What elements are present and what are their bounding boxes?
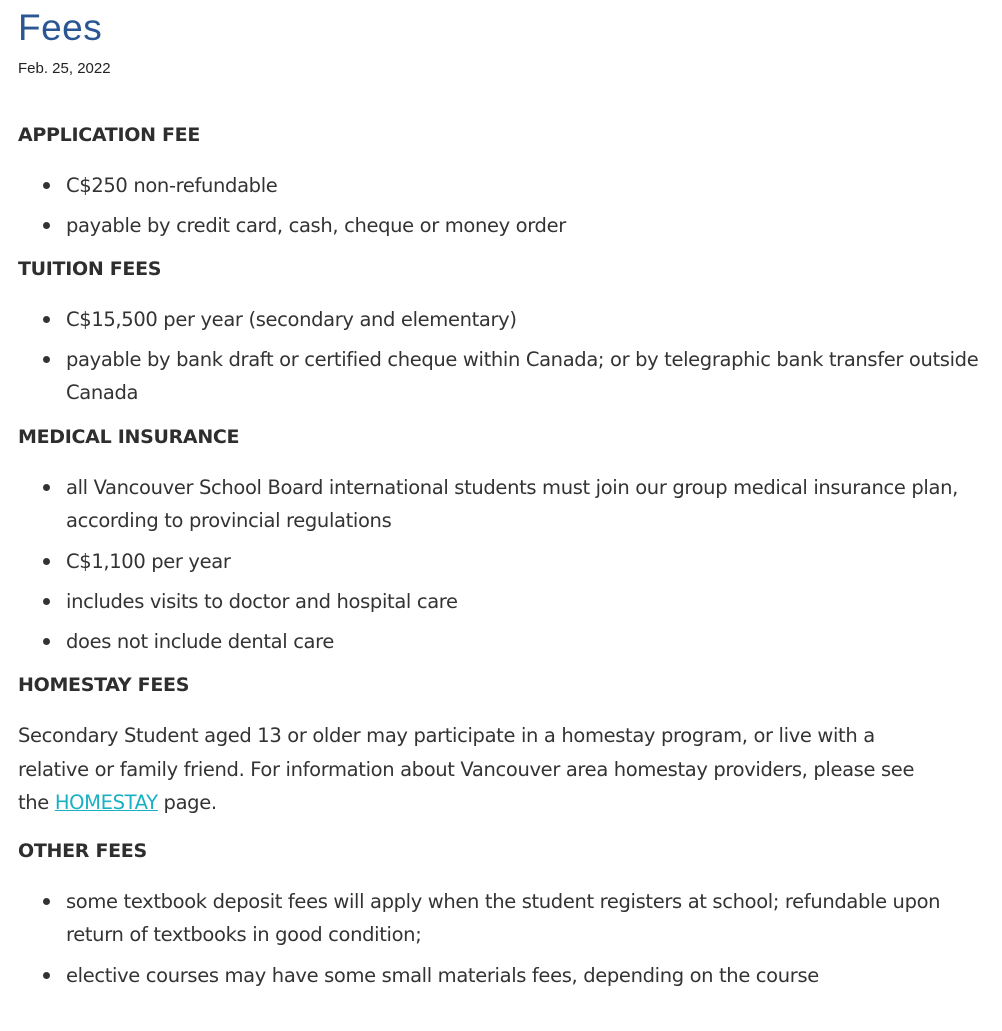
list-item: C$250 non-refundable — [66, 169, 984, 202]
other-fees-list — [18, 885, 984, 992]
homestay-text-before: Secondary Student aged 13 or older may participate in a homestay program, or live with a relative or family friend. For information about Vancouver area homestay providers, please see the — [18, 724, 915, 814]
tuition-fees-heading: TUITION FEES — [18, 258, 162, 280]
list-item: elective courses may have some small materials fees, depending on the course — [66, 959, 984, 992]
other-fees-heading: OTHER FEES — [18, 839, 147, 862]
homestay-paragraph — [18, 719, 938, 820]
medical-insurance-list — [18, 471, 984, 658]
list-item: includes visits to doctor and hospital care — [66, 585, 984, 618]
list-item: all Vancouver School Board international students must join our group medical insurance plan, according to provincial regulations — [66, 471, 984, 537]
list-item: payable by bank draft or certified cheque within Canada; or by telegraphic bank transfer outside Canada — [66, 343, 984, 409]
list-item: payable by credit card, cash, cheque or money order — [66, 209, 984, 242]
publish-date: Feb. 25, 2022 — [18, 60, 111, 77]
medical-insurance-heading: MEDICAL INSURANCE — [18, 426, 240, 448]
list-item: C$1,100 per year — [66, 545, 984, 578]
list-item: does not include dental care — [66, 625, 984, 658]
homestay-text-after: page. — [157, 791, 217, 814]
list-item: some textbook deposit fees will apply when the student registers at school; refundable upon return of textbooks in good condition; — [66, 885, 984, 951]
page-title: Fees — [18, 7, 103, 48]
application-fee-heading: APPLICATION FEE — [18, 124, 201, 146]
application-fee-list — [18, 169, 984, 242]
tuition-fees-list — [18, 303, 984, 409]
list-item: C$15,500 per year (secondary and elementary) — [66, 303, 984, 336]
homestay-fees-heading: HOMESTAY FEES — [18, 674, 190, 696]
homestay-link[interactable]: HOMESTAY — [54, 791, 158, 814]
